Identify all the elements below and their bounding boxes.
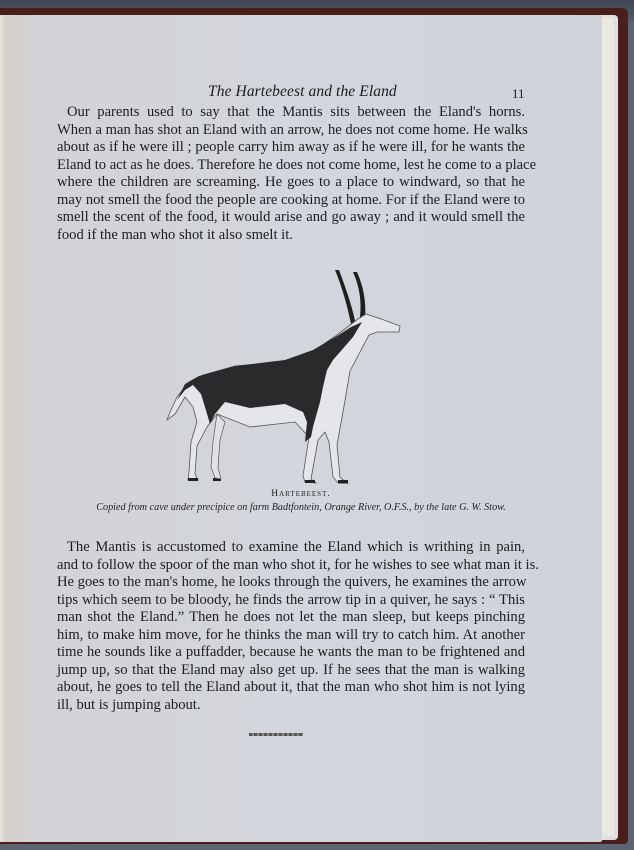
page-header bbox=[0, 83, 602, 103]
text-line: The Mantis is accustomed to examine the Eland which is writhing in pain, bbox=[67, 539, 525, 555]
paragraph-1 bbox=[57, 104, 537, 244]
text-line: He goes to the man's home, he looks through the quivers, he examines the arrow bbox=[57, 574, 527, 590]
figure-title: Hartebeest. bbox=[271, 489, 331, 499]
text-line: may not smell the food the people are cooking at home. For if the Eland were to bbox=[57, 191, 525, 208]
page-number: 11 bbox=[512, 86, 525, 101]
text-line: When a man has shot an Eland with an arrow, he does not come home. He walks bbox=[57, 121, 528, 138]
text-line: jump up, so that the Eland may also get up. If he sees that the man is walking bbox=[57, 661, 525, 678]
text-line: him, to make him move, for he thinks the man will try to catch him. At another bbox=[57, 626, 525, 643]
hartebeest-painting-icon bbox=[155, 262, 405, 484]
text-line: Our parents used to say that the Mantis sits between the Eland's horns. bbox=[67, 104, 525, 120]
running-title: The Hartebeest and the Eland bbox=[208, 83, 397, 100]
text-line: Eland to act as he does. Therefore he does not come home, lest he come to a place bbox=[57, 156, 537, 173]
text-line: man shot the Eland.” Then he does not let the man sleep, but keeps pinching bbox=[57, 609, 525, 625]
text-line: about, he goes to tell the Eland about it, that the man who shot him is not lying bbox=[57, 679, 525, 695]
text-line: where the children are screaming. He goes to a place to windward, so that he bbox=[57, 174, 525, 190]
text-line: ill, but is jumping about. bbox=[57, 696, 201, 713]
text-line: tips which seem to be bloody, he finds the arrow tip in a quiver, he says : “ This bbox=[57, 591, 525, 608]
text-line: about as if he were ill ; people carry him away as if he were ill, for he wants the bbox=[57, 139, 525, 155]
figure-credit: Copied from cave under precipice on farm Badtfontein, Orange River, O.F.S., by the late G. W. Stow. bbox=[96, 502, 506, 513]
paragraph-2 bbox=[57, 539, 539, 714]
text-line: smell the scent of the food, it would arise and go away ; and it would smell the bbox=[57, 209, 525, 225]
page-gutter bbox=[0, 15, 6, 842]
section-end-ornament bbox=[249, 733, 303, 736]
hartebeest-illustration bbox=[155, 262, 405, 484]
text-line: food if the man who shot it also smelt it. bbox=[57, 226, 293, 243]
text-line: time he sounds like a puffadder, because he wants the man to be frightened and bbox=[57, 644, 525, 660]
text-line: and to follow the spoor of the man who shot it, for he wishes to see what man it is. bbox=[57, 556, 539, 573]
page-edges bbox=[600, 18, 614, 836]
